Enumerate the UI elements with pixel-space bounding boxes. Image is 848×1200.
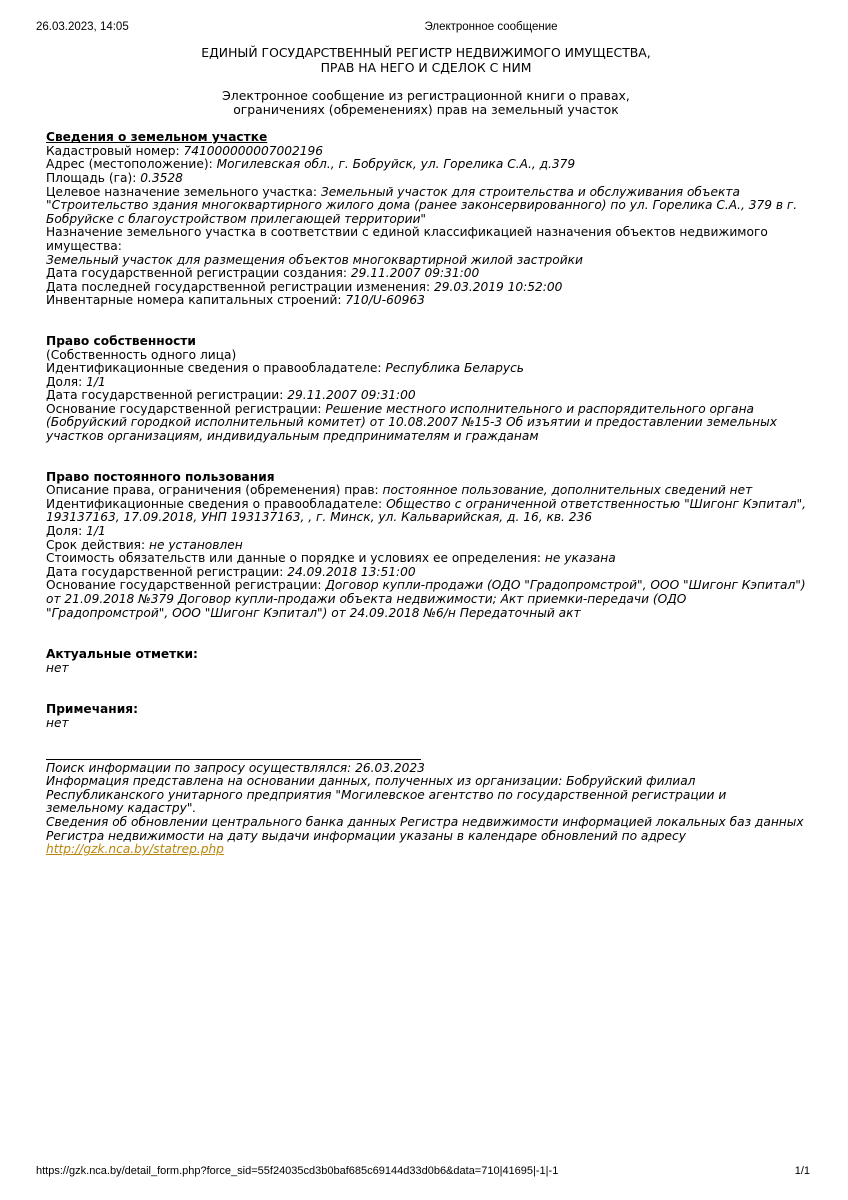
notes-title: Примечания: — [46, 702, 138, 717]
permanent-use-term: Срок действия: не установлен — [46, 537, 243, 552]
permanent-use-basis: Основание государственной регистрации: Договор купли-продажи (ОДО "Градопромстрой", ООО "Шигонг Кэпитал") от 21.09.2018 №379 Договор купли-продажи объекта недвижимости; Акт приемки-передачи (ОДО "Градопромстрой", ООО "Шигонг Кэпитал") от 24.09.2018 №6/н Передаточный акт — [46, 578, 806, 620]
message-subtitle-line1: Электронное сообщение из регистрационной книги о правах, — [222, 88, 630, 104]
footnote — [46, 762, 806, 857]
land-purpose: Целевое назначение земельного участка: Земельный участок для строительства и обслуживания объекта "Строительство здания многоквартирного жилого дома (ранее законсервированного) по ул. Горелика С.А., 379 в г. Бобруйске с благоустройством прилегающей территории" — [46, 184, 798, 226]
land-plot-section — [46, 131, 806, 308]
statrep-link[interactable]: http://gzk.nca.by/statrep.php — [46, 842, 224, 857]
print-doc-title: Электронное сообщение — [424, 21, 558, 33]
print-datetime: 26.03.2023, 14:05 — [36, 21, 129, 33]
notes-section — [46, 703, 806, 730]
current-marks-section — [46, 648, 806, 675]
last-change-registration-date: Дата последней государственной регистрации изменения: 29.03.2019 10:52:00 — [46, 279, 563, 294]
print-footer-url: https://gzk.nca.by/detail_form.php?force_sid=55f24035cd3b0baf685c69144d33d0b6&data=710|41695|-1|-1 — [36, 1165, 559, 1177]
register-title-line2: ПРАВ НА НЕГО И СДЕЛОК С НИМ — [320, 59, 532, 75]
permanent-use-holder: Идентификационные сведения о правообладателе: Общество с ограниченной ответственностью "Шигонг Кэпитал", 193137163, 17.09.2018, УНП 193137163, , г. Минск, ул. Кальварийская, д. 16, кв. 236 — [46, 496, 807, 525]
land-plot-title: Сведения о земельном участке — [46, 130, 268, 145]
permanent-use-cost: Стоимость обязательств или данные о порядке и условиях ее определения: не указана — [46, 551, 616, 566]
footnote-search-date: Поиск информации по запросу осуществлялся: 26.03.2023 — [46, 760, 425, 775]
permanent-use-registration-date: Дата государственной регистрации: 24.09.2018 13:51:00 — [46, 564, 416, 579]
cadastral-number: Кадастровый номер: 741000000007002196 — [46, 143, 324, 158]
ownership-share: Доля: 1/1 — [46, 374, 106, 389]
inventory-numbers: Инвентарные номера капитальных строений: 710/U-60963 — [46, 293, 425, 308]
message-subtitle — [46, 89, 806, 117]
land-classification: Назначение земельного участка в соответствии с единой классификацией назначения объектов недвижимого имущества: Земельный участок для размещения объектов многоквартирной жилой застройки — [46, 225, 768, 267]
current-marks-title: Актуальные отметки: — [46, 647, 198, 662]
footnote-source: Информация представлена на основании данных, полученных из организации: Бобруйский филиал Республиканского унитарного предприятия "Могилевское агентство по государственной регистрации и земельному кадастру". — [46, 774, 727, 816]
notes-value: нет — [46, 715, 69, 730]
footnote-updates: Сведения об обновлении центрального банка данных Регистра недвижимости информацией локальных баз данных Регистра недвижимости на дату выдачи информации указаны в календаре обновлений по адресу — [46, 814, 804, 843]
document-body — [46, 46, 806, 857]
current-marks-value: нет — [46, 660, 69, 675]
permanent-use-section — [46, 471, 806, 621]
creation-registration-date: Дата государственной регистрации создания: 29.11.2007 09:31:00 — [46, 266, 480, 281]
address: Адрес (местоположение): Могилевская обл., г. Бобруйск, ул. Горелика С.А., д.379 — [46, 157, 576, 172]
ownership-registration-date: Дата государственной регистрации: 29.11.2007 09:31:00 — [46, 388, 416, 403]
ownership-title: Право собственности — [46, 333, 196, 348]
permanent-use-description: Описание права, ограничения (обременения) прав: постоянное пользование, дополнительных сведений нет — [46, 483, 753, 498]
ownership-basis: Основание государственной регистрации: Решение местного исполнительного и распорядительного органа (Бобруйский городкой исполнительный комитет) от 10.08.2007 №15-3 Об изъятии и предоставлении земельных участков организациям, индивидуальным предпринимателям и гражданам — [46, 401, 777, 444]
permanent-use-title: Право постоянного пользования — [46, 469, 275, 484]
footnote-divider — [46, 759, 421, 760]
ownership-kind: (Собственность одного лица) — [46, 347, 237, 362]
ownership-section — [46, 335, 806, 444]
area: Площадь (га): 0.3528 — [46, 170, 183, 185]
message-subtitle-line2: ограничениях (обременениях) прав на земельный участок — [233, 102, 619, 118]
register-title — [46, 46, 806, 75]
register-title-line1: ЕДИНЫЙ ГОСУДАРСТВЕННЫЙ РЕГИСТР НЕДВИЖИМОГО ИМУЩЕСТВА, — [201, 45, 651, 60]
print-page-number: 1/1 — [794, 1165, 810, 1177]
ownership-holder: Идентификационные сведения о правообладателе: Республика Беларусь — [46, 361, 524, 376]
permanent-use-share: Доля: 1/1 — [46, 524, 106, 539]
